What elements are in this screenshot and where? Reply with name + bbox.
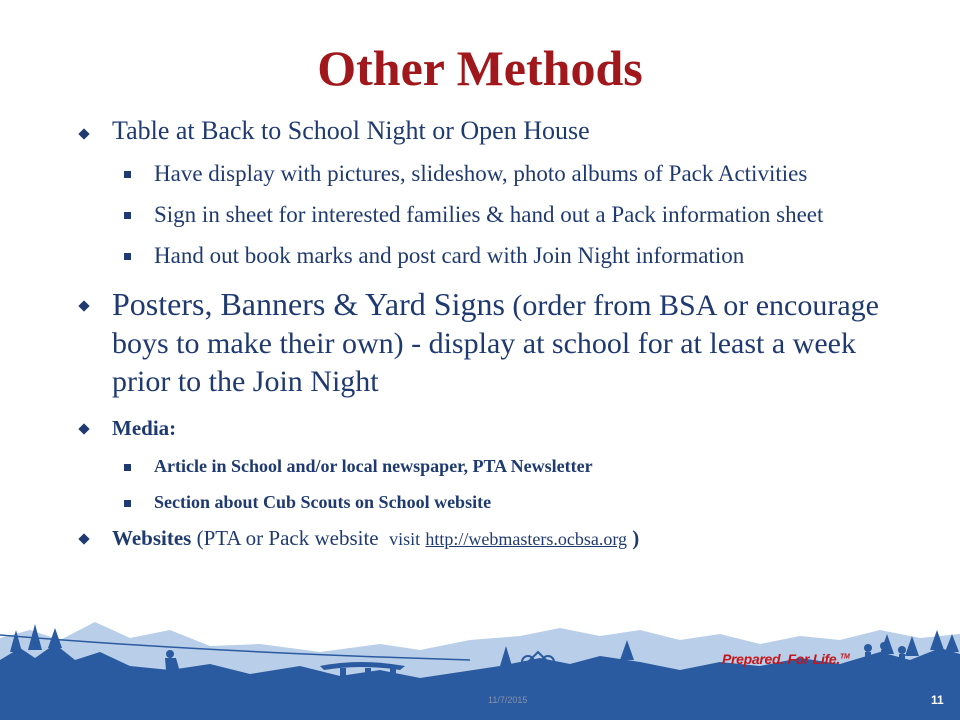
sub-bullet-article xyxy=(80,455,900,477)
diamond-bullet-icon xyxy=(78,300,89,311)
sub-bullet-sign-in xyxy=(80,201,900,228)
websites-paren: (PTA or Pack website xyxy=(196,526,379,550)
bullet-table-event xyxy=(80,116,900,146)
sub-bullet-book-marks xyxy=(80,242,900,269)
bullet-websites xyxy=(80,525,900,552)
square-bullet-icon xyxy=(124,171,131,178)
sub-bullet-text: Sign in sheet for interested families & hand out a Pack information sheet xyxy=(154,202,824,227)
websites-label: Websites xyxy=(112,526,192,550)
tagline-text: Prepared. For Life. xyxy=(722,651,840,667)
sub-bullet-text: Article in School and/or local newspaper, PTA Newsletter xyxy=(154,456,593,476)
square-bullet-icon xyxy=(124,253,131,260)
bullet-posters xyxy=(80,285,900,401)
diamond-bullet-icon xyxy=(78,533,89,544)
media-label: Media: xyxy=(112,416,177,440)
websites-visit: visit xyxy=(389,529,421,549)
bullet-media xyxy=(80,415,900,441)
posters-lead: Posters, Banners & Yard Signs xyxy=(112,286,505,322)
bullet-text: Table at Back to School Night or Open House xyxy=(112,116,590,145)
square-bullet-icon xyxy=(124,500,131,507)
sub-bullet-text: Have display with pictures, slideshow, photo albums of Pack Activities xyxy=(154,161,808,186)
webmasters-link[interactable]: http://webmasters.ocbsa.org xyxy=(425,529,628,549)
square-bullet-icon xyxy=(124,464,131,471)
diamond-bullet-icon xyxy=(78,128,89,139)
posters-rest: (order from BSA or encourage boys to make their own) - display at school for at least a week prior to the Join Night xyxy=(112,289,879,398)
sub-bullet-display xyxy=(80,160,900,187)
page-number: 11 xyxy=(931,693,944,707)
square-bullet-icon xyxy=(124,212,131,219)
slide-body xyxy=(80,108,900,552)
sub-bullet-text: Section about Cub Scouts on School website xyxy=(154,492,492,512)
trademark-mark: TM xyxy=(840,653,850,661)
diamond-bullet-icon xyxy=(78,423,89,434)
sub-bullet-school-website xyxy=(80,491,900,513)
sub-bullet-text: Hand out book marks and post card with Join Night information xyxy=(154,243,745,268)
footer-date: 11/7/2015 xyxy=(488,695,528,705)
prepared-for-life-tagline xyxy=(722,651,850,667)
slide-title: Other Methods xyxy=(317,40,643,96)
websites-close: ) xyxy=(632,526,640,550)
